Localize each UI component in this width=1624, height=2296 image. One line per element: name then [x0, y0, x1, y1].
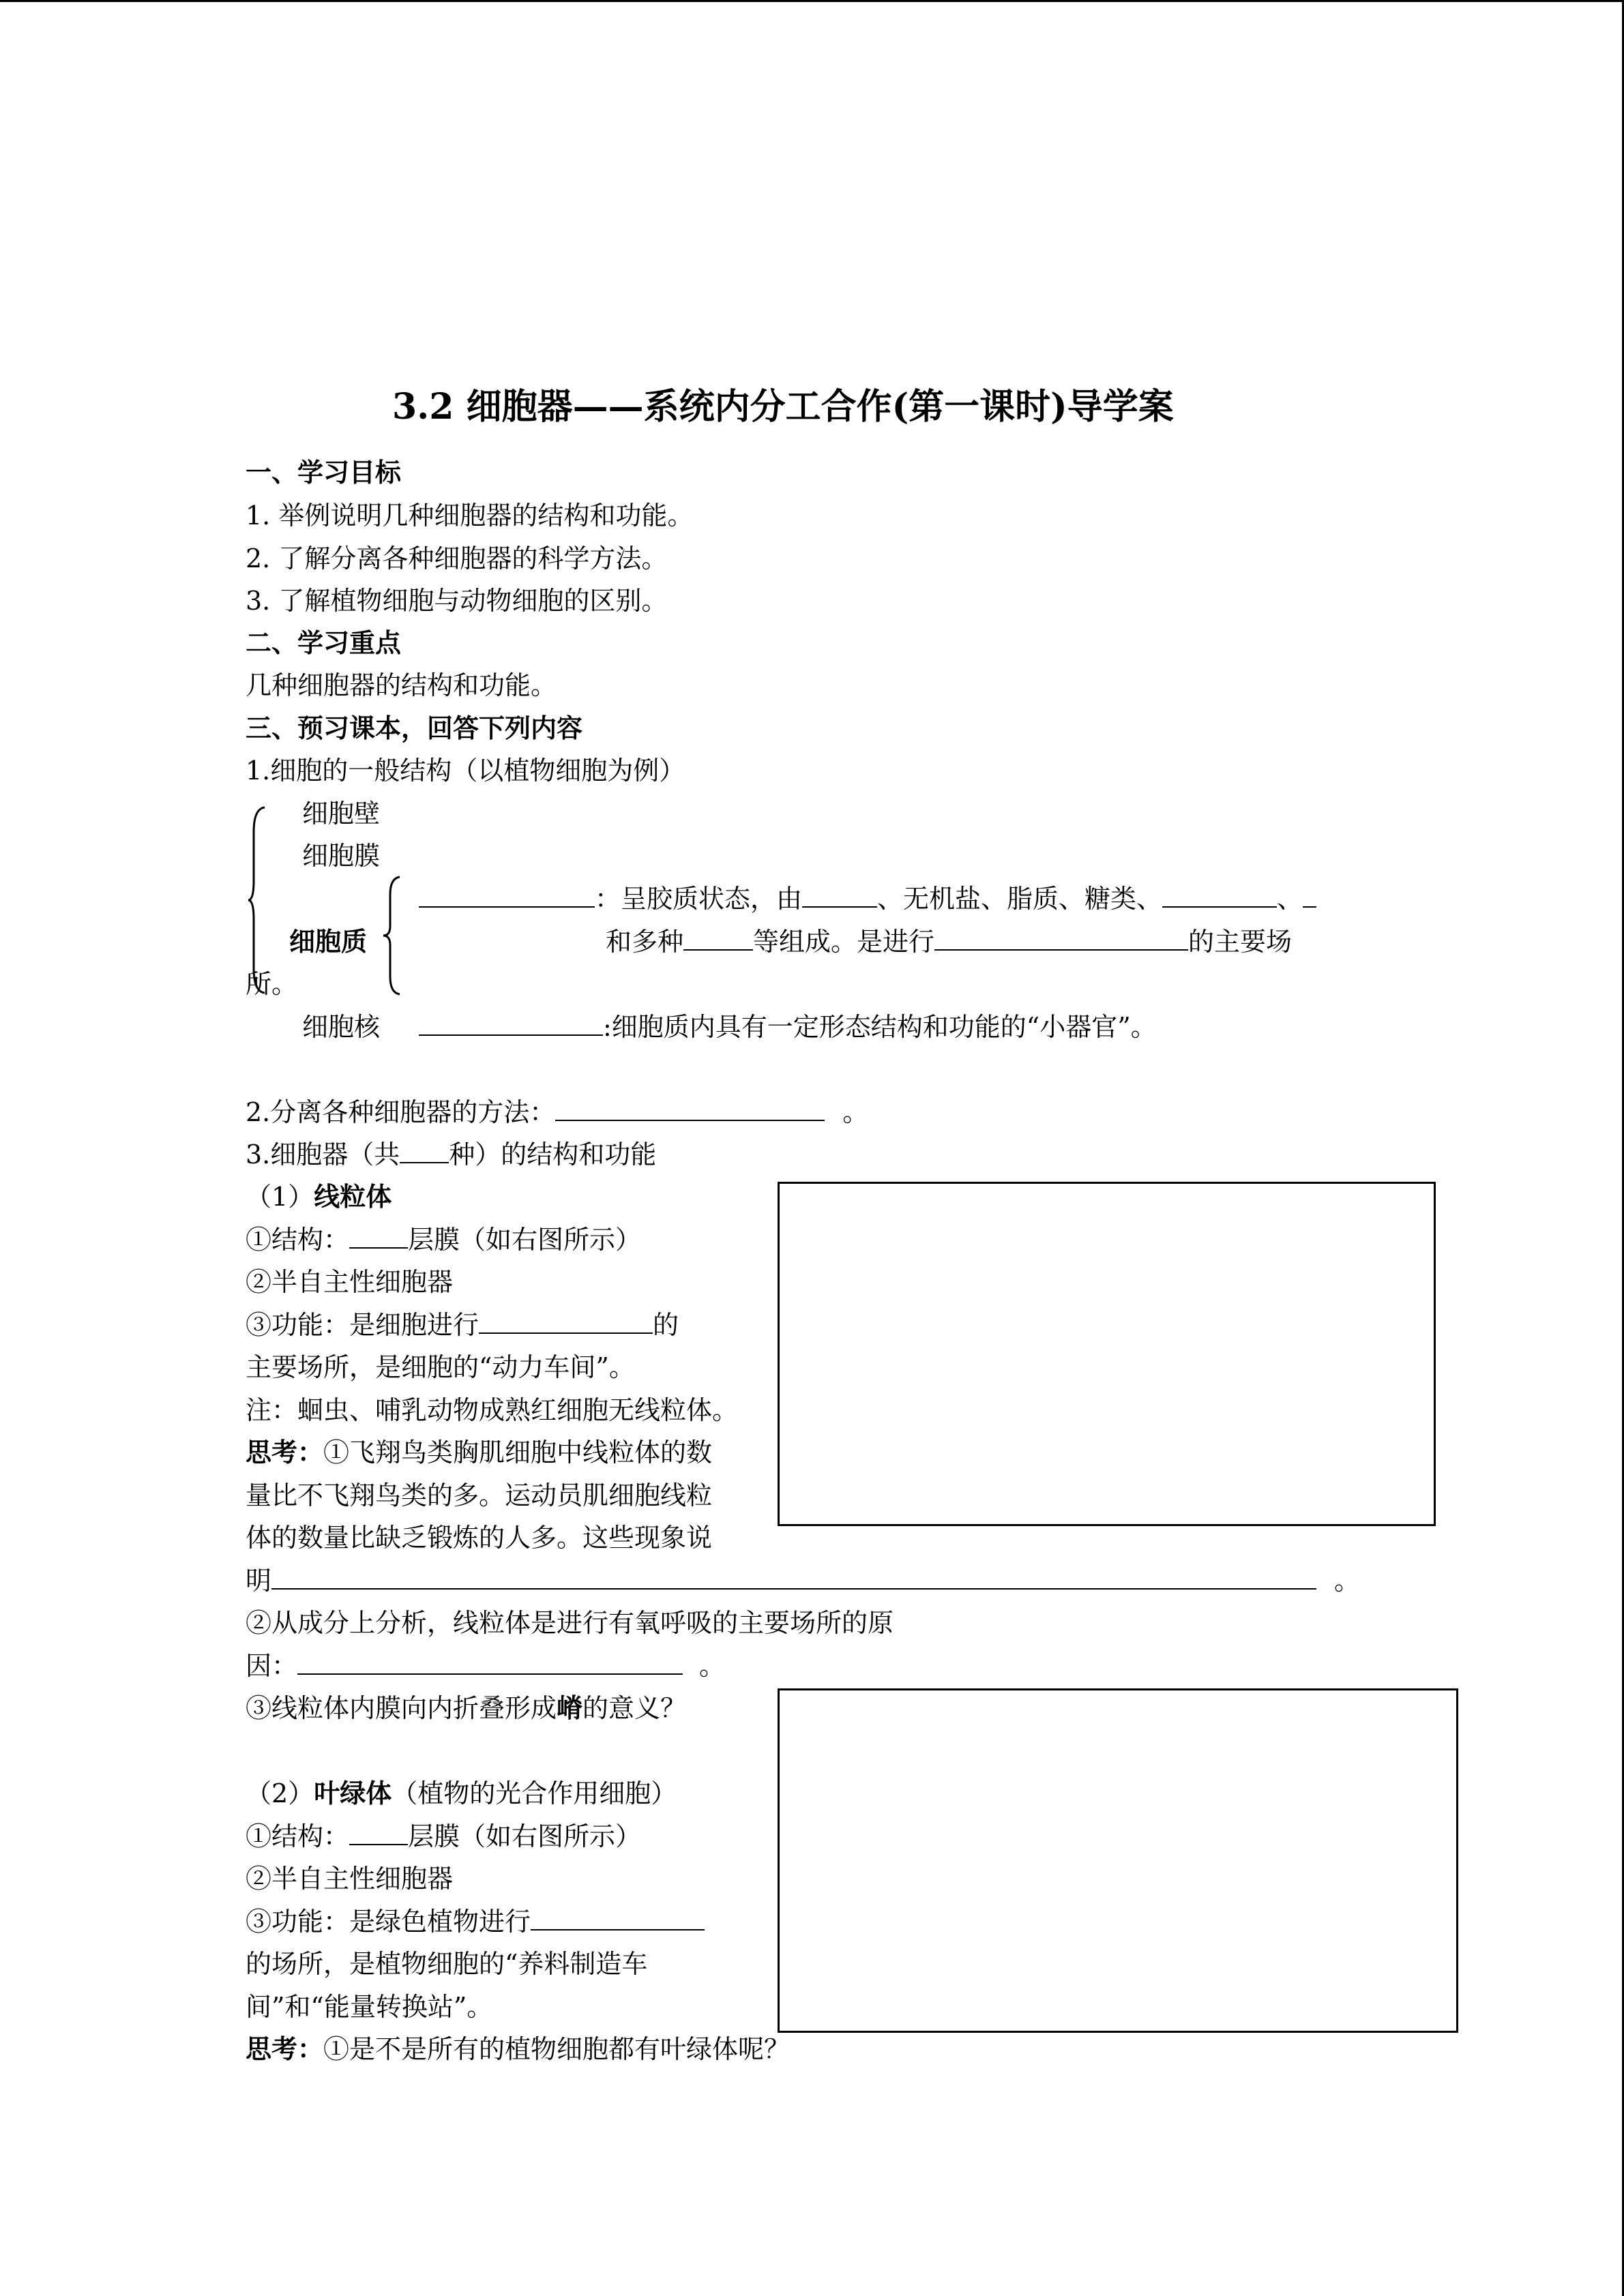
mito-q3 [246, 1691, 686, 1725]
blank-mito-think[interactable] [271, 1564, 1316, 1590]
mito-think-4-end: 。 [1334, 1566, 1361, 1596]
cytoplasm-line-2-part-a: 和多种 [606, 927, 684, 957]
q1-label: 1.细胞的一般结构（以植物细胞为例） [246, 756, 685, 786]
cytoplasm-line-2 [606, 925, 1292, 959]
blank-organelle-count[interactable] [400, 1137, 449, 1163]
inner-brace [382, 874, 402, 997]
organelle-line-text: :细胞质内具有一定形态结构和功能的“小器官”。 [603, 1012, 1157, 1042]
mito-q3-cristae: 嵴 [557, 1693, 583, 1723]
goal-item-1: 1. 举例说明几种细胞器的结构和功能。 [246, 501, 694, 531]
mito-heading [246, 1180, 392, 1214]
chloro-function-3: 间”和“能量转换站”。 [246, 1992, 493, 2022]
blank-enzymes[interactable] [683, 925, 753, 951]
goal-item-3: 3. 了解植物细胞与动物细胞的区别。 [246, 586, 668, 616]
mito-think-1 [246, 1435, 712, 1470]
section-2-heading: 二、学习重点 [246, 627, 402, 658]
blank-component-1[interactable] [1162, 882, 1277, 908]
blank-metabolism[interactable] [934, 925, 1188, 951]
mito-q2-line-2 [246, 1649, 725, 1683]
q2-end: 。 [842, 1097, 869, 1127]
mito-think-label: 思考： [246, 1437, 324, 1467]
blank-chloro-membranes[interactable] [349, 1819, 408, 1845]
blank-separation-method[interactable] [555, 1095, 825, 1121]
cell-membrane-label: 细胞膜 [302, 841, 381, 871]
chloro-heading [246, 1776, 677, 1810]
cytoplasm-line-1-part-b: 、无机盐、脂质、糖类、 [877, 884, 1163, 914]
mito-q3-part-c: 的意义？ [582, 1693, 687, 1723]
mito-function-1 [246, 1308, 679, 1342]
section-3-heading: 三、预习课本，回答下列内容 [246, 713, 583, 743]
mito-figure-placeholder [778, 1182, 1436, 1526]
cytoplasm-line-1 [419, 882, 1316, 916]
blank-organelle[interactable] [419, 1010, 603, 1036]
chloro-semi-autonomous: ②半自主性细胞器 [246, 1864, 454, 1894]
blank-cytosol[interactable] [419, 882, 595, 908]
q2-label: 2.分离各种细胞器的方法： [246, 1097, 556, 1127]
q3-part-a: 3.细胞器（共 [246, 1139, 400, 1169]
cytoplasm-line-2-part-b: 等组成。是进行 [753, 927, 935, 957]
blank-component-2[interactable] [1303, 882, 1316, 908]
nucleus-label: 细胞核 [302, 1012, 381, 1042]
section-1-heading: 一、学习目标 [246, 457, 402, 488]
chloro-function-1 [246, 1905, 705, 1939]
blank-chloro-function[interactable] [531, 1905, 705, 1930]
chloro-number: （2） [246, 1778, 314, 1808]
mito-name: 线粒体 [314, 1181, 392, 1212]
blank-mito-membranes[interactable] [349, 1223, 408, 1249]
cell-wall-label: 细胞壁 [302, 799, 381, 829]
chloro-think-1 [246, 2032, 790, 2066]
mito-think-1-text: ①飞翔鸟类胸肌细胞中线粒体的数 [323, 1437, 713, 1467]
mito-q2-line-1: ②从成分上分析，线粒体是进行有氧呼吸的主要场所的原 [246, 1608, 894, 1638]
chloro-structure [246, 1819, 641, 1853]
mito-think-4 [246, 1564, 1360, 1598]
mito-structure-text: 层膜（如右图所示） [408, 1225, 642, 1255]
mito-function-label: ③功能：是细胞进行 [246, 1310, 479, 1340]
chloro-function-2: 的场所，是植物细胞的“养料制造车 [246, 1949, 648, 1979]
chloro-name: 叶绿体 [314, 1778, 392, 1808]
cytoplasm-label: 细胞质 [289, 926, 368, 957]
chloro-description: （植物的光合作用细胞） [392, 1778, 677, 1808]
chloro-think-1-text: ①是不是所有的植物细胞都有叶绿体呢？ [323, 2034, 791, 2064]
chloro-think-label: 思考： [246, 2033, 324, 2064]
q3-part-b: 种）的结构和功能 [449, 1139, 657, 1169]
q2-line [246, 1095, 868, 1129]
mito-think-4-label: 明 [246, 1566, 272, 1596]
mito-think-3: 体的数量比缺乏锻炼的人多。这些现象说 [246, 1523, 713, 1553]
cytoplasm-line-2-part-c: 的主要场 [1188, 927, 1293, 957]
document-title: 3.2 细胞器——系统内分工合作(第一课时)导学案 [392, 386, 1174, 428]
page-border-top [0, 0, 1624, 2]
mito-q2-label: 因： [246, 1651, 298, 1681]
chloro-structure-label: ①结构： [246, 1821, 350, 1851]
key-point-text: 几种细胞器的结构和功能。 [246, 670, 557, 700]
cytoplasm-line-3: 所。 [246, 969, 298, 999]
mito-number: （1） [246, 1182, 314, 1212]
cytoplasm-line-1-part-a: ：呈胶质状态，由 [595, 884, 803, 914]
q3-line [246, 1137, 656, 1172]
mito-function-end: 的 [653, 1310, 679, 1340]
chloro-structure-text: 层膜（如右图所示） [408, 1821, 642, 1851]
mito-semi-autonomous: ②半自主性细胞器 [246, 1267, 454, 1297]
chloro-figure-placeholder [778, 1688, 1458, 2033]
mito-q3-part-a: ③线粒体内膜向内折叠形成 [246, 1693, 557, 1723]
blank-mito-reason[interactable] [297, 1649, 683, 1675]
goal-item-2: 2. 了解分离各种细胞器的科学方法。 [246, 543, 668, 573]
mito-function-2: 主要场所，是细胞的“动力车间”。 [246, 1352, 635, 1382]
chloro-function-label: ③功能：是绿色植物进行 [246, 1907, 531, 1937]
blank-water[interactable] [802, 882, 877, 908]
mito-think-2: 量比不飞翔鸟类的多。运动员肌细胞线粒 [246, 1480, 713, 1510]
organelle-line [419, 1010, 1157, 1044]
blank-mito-function[interactable] [479, 1308, 653, 1334]
mito-q2-end: 。 [699, 1651, 726, 1681]
mito-note: 注：蛔虫、哺乳动物成熟红细胞无线粒体。 [246, 1395, 739, 1425]
cytoplasm-line-1-part-c: 、 [1277, 884, 1303, 914]
mito-structure [246, 1223, 641, 1257]
mito-structure-label: ①结构： [246, 1225, 350, 1255]
